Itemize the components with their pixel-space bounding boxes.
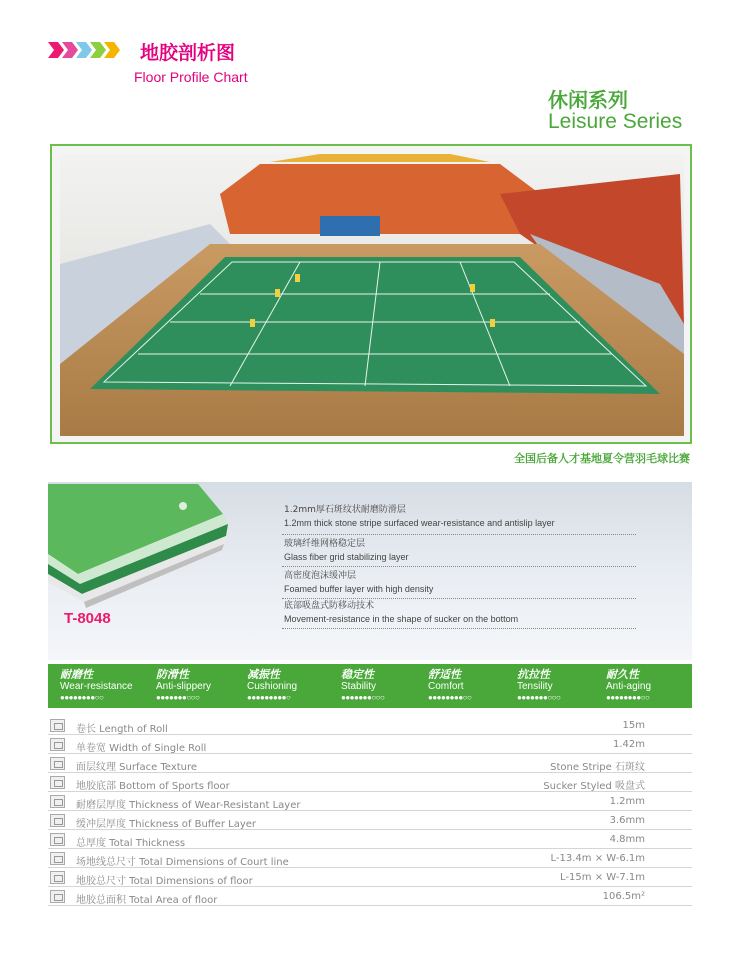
property-label-cn: 抗拉性 (517, 668, 550, 681)
property-label-en: Stability (341, 681, 377, 692)
badminton-arena-photo (60, 154, 684, 436)
property-label-cn: 稳定性 (341, 668, 374, 681)
spec-label: 地胶总尺寸 Total Dimensions of floor (76, 876, 253, 887)
layer-label-en: Foamed buffer layer with high density (284, 584, 434, 594)
chevron-arrows-icon (48, 40, 130, 60)
layer-wear-resistance (284, 504, 555, 530)
spec-value: 3.6mm (609, 815, 645, 826)
roll-length-icon (50, 719, 65, 732)
layer-label-cn: 底部吸盘式防移动技术 (284, 601, 375, 611)
rating-dots: ●●●●●●●●○○ (60, 693, 104, 702)
surface-texture-icon (50, 757, 65, 770)
wear-layer-icon (50, 795, 65, 808)
table-row (48, 735, 692, 754)
table-row (48, 868, 692, 887)
table-row (48, 792, 692, 811)
roll-width-icon (50, 738, 65, 751)
floor-bottom-icon (50, 776, 65, 789)
layer-sucker-bottom (284, 600, 518, 626)
layer-label-en: Glass fiber grid stabilizing layer (284, 552, 409, 562)
rating-dots: ●●●●●●●●●○ (247, 693, 291, 702)
property-anti-aging (606, 669, 651, 703)
property-label-cn: 舒适性 (428, 668, 461, 681)
property-label-en: Anti-aging (606, 681, 652, 692)
property-label-en: Cushioning (247, 681, 298, 692)
arena-photo-frame (50, 144, 692, 444)
layer-label-en: 1.2mm thick stone stripe surfaced wear-resistance and antislip layer (284, 518, 555, 528)
property-label-cn: 减振性 (247, 668, 280, 681)
spec-value: 15m (622, 720, 645, 731)
layer-glass-fiber (284, 538, 409, 564)
table-row (48, 887, 692, 906)
spec-value: 1.42m (612, 739, 645, 750)
floor-cross-section-illustration (48, 484, 268, 614)
property-cushioning (247, 669, 297, 703)
product-model: T-8048 (64, 610, 111, 627)
property-tensility (517, 669, 560, 703)
spec-value: L-15m × W-7.1m (560, 872, 645, 883)
property-label-en: Wear-resistance (60, 681, 133, 692)
layer-divider (282, 598, 636, 599)
spec-label: 地胶总面积 Total Area of floor (76, 895, 218, 906)
spec-value: Sucker Styled 吸盘式 (543, 781, 645, 792)
layer-structure-panel (48, 482, 692, 660)
layer-label-cn: 玻璃纤维网格稳定层 (284, 539, 366, 549)
spec-label: 缓冲层厚度 Thickness of Buffer Layer (76, 819, 257, 830)
floor-dimensions-icon (50, 871, 65, 884)
total-thickness-icon (50, 833, 65, 846)
rating-dots: ●●●●●●●○○○ (517, 693, 561, 702)
rating-dots: ●●●●●●●○○○ (156, 693, 200, 702)
property-label-en: Comfort (428, 681, 464, 692)
table-row (48, 754, 692, 773)
page-title-cn: 地胶剖析图 (140, 42, 236, 64)
floor-area-icon (50, 890, 65, 903)
property-wear-resistance (60, 669, 133, 703)
rating-dots: ●●●●●●●●○○ (428, 693, 472, 702)
spec-table (48, 716, 692, 906)
series-title-en: Leisure Series (548, 110, 683, 133)
spec-value: 106.5m² (602, 891, 645, 902)
property-label-en: Anti-slippery (156, 681, 212, 692)
spec-label: 卷长 Length of Roll (76, 724, 168, 735)
layer-divider (282, 566, 636, 567)
rating-dots: ●●●●●●●●○○ (606, 693, 650, 702)
table-row (48, 773, 692, 792)
layer-foam-buffer (284, 570, 433, 596)
property-label-en: Tensility (517, 681, 553, 692)
spec-label: 地胶底部 Bottom of Sports floor (76, 781, 230, 792)
buffer-layer-icon (50, 814, 65, 827)
spec-label: 场地线总尺寸 Total Dimensions of Court line (76, 857, 289, 868)
property-label-cn: 防滑性 (156, 668, 189, 681)
layer-label-en: Movement-resistance in the shape of sucker on the bottom (284, 614, 519, 624)
rating-dots: ●●●●●●●○○○ (341, 693, 385, 702)
spec-label: 耐磨层厚度 Thickness of Wear-Resistant Layer (76, 800, 301, 811)
table-row (48, 830, 692, 849)
layer-divider (282, 628, 636, 629)
court-line-icon (50, 852, 65, 865)
spec-value: Stone Stripe 石斑纹 (550, 762, 645, 773)
property-stability (341, 669, 384, 703)
table-row (48, 849, 692, 868)
photo-caption: 全国后备人才基地夏令营羽毛球比赛 (514, 452, 690, 465)
table-row (48, 716, 692, 735)
spec-value: L-13.4m × W-6.1m (550, 853, 645, 864)
page-title-en: Floor Profile Chart (134, 69, 248, 85)
series-title-cn: 休闲系列 (548, 88, 628, 112)
property-label-cn: 耐久性 (606, 668, 639, 681)
spec-label: 单卷宽 Width of Single Roll (76, 743, 207, 754)
spec-label: 总厚度 Total Thickness (76, 838, 186, 849)
layer-label-cn: 1.2mm厚石斑纹状耐磨防滑层 (284, 505, 406, 515)
property-ratings-bar (48, 664, 692, 708)
spec-value: 4.8mm (609, 834, 645, 845)
layer-divider (282, 534, 636, 535)
property-comfort (428, 669, 471, 703)
spec-value: 1.2mm (609, 796, 645, 807)
spec-label: 面层纹理 Surface Texture (76, 762, 198, 773)
layer-label-cn: 高密度泡沫缓冲层 (284, 571, 357, 581)
table-row (48, 811, 692, 830)
property-anti-slippery (156, 669, 211, 703)
property-label-cn: 耐磨性 (60, 668, 93, 681)
